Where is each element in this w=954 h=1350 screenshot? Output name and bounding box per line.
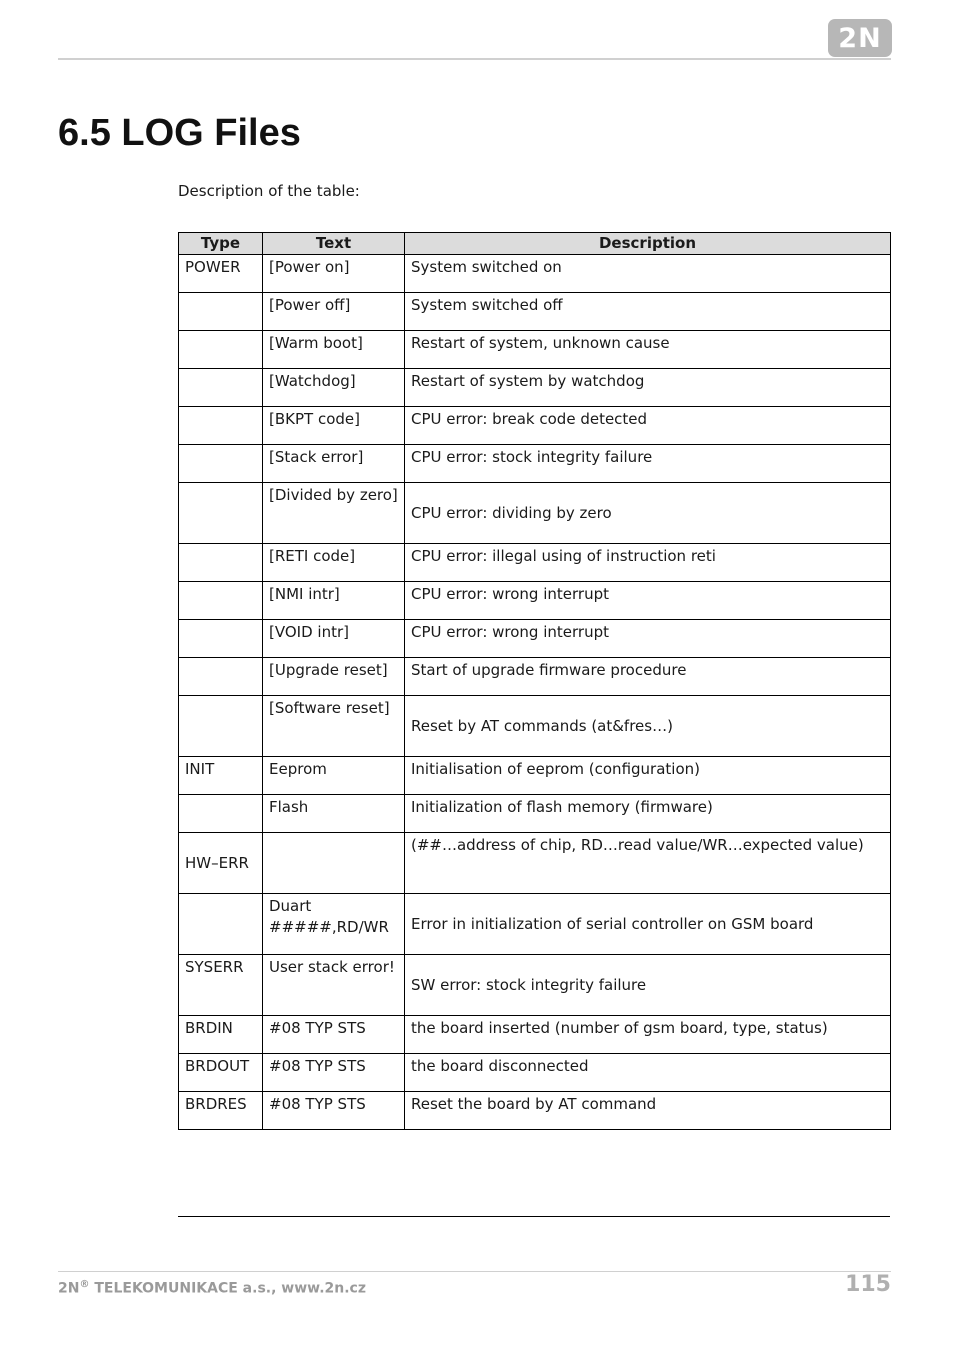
cell-description: Initialization of flash memory (firmware) [405,795,891,833]
cell-text: [Watchdog] [263,369,405,407]
header-rule [58,58,891,60]
cell-description: CPU error: dividing by zero [405,483,891,544]
cell-description: CPU error: wrong interrupt [405,582,891,620]
table-row [179,658,891,696]
cell-type [179,696,263,757]
table-row [179,255,891,293]
intro-text: Description of the table: [178,182,360,200]
cell-type [179,445,263,483]
column-header-text: Text [263,233,405,255]
cell-description: Restart of system, unknown cause [405,331,891,369]
table-row [179,544,891,582]
brand-logo [828,19,892,57]
cell-type [179,658,263,696]
table-row [179,1016,891,1054]
table-row [179,955,891,1016]
table-row [179,1054,891,1092]
cell-text: Eeprom [263,757,405,795]
logo-text: 2N [838,22,882,54]
table-row [179,331,891,369]
cell-type: POWER [179,255,263,293]
cell-type: BRDIN [179,1016,263,1054]
cell-description: CPU error: stock integrity failure [405,445,891,483]
cell-type [179,293,263,331]
table-row [179,757,891,795]
log-table [178,232,891,1130]
table-row [179,407,891,445]
cell-type [179,620,263,658]
table-row [179,445,891,483]
cell-text: [RETI code] [263,544,405,582]
cell-description: Reset the board by AT command [405,1092,891,1130]
cell-type [179,369,263,407]
column-header-type: Type [179,233,263,255]
cell-type: HW–ERR [179,833,263,894]
cell-type: SYSERR [179,955,263,1016]
table-row [179,582,891,620]
cell-description: Initialisation of eeprom (configuration) [405,757,891,795]
cell-text: User stack error! [263,955,405,1016]
cell-text: Duart #####,RD/WR [263,894,405,955]
cell-text: [Stack error] [263,445,405,483]
cell-description: CPU error: wrong interrupt [405,620,891,658]
cell-text: #08 TYP STS [263,1054,405,1092]
cell-description: Restart of system by watchdog [405,369,891,407]
cell-description: CPU error: break code detected [405,407,891,445]
cell-text: [Divided by zero] [263,483,405,544]
table-row [179,894,891,955]
table-row [179,483,891,544]
cell-type [179,331,263,369]
cell-description: Reset by AT commands (at&fres…) [405,696,891,757]
cell-text [263,833,405,894]
table-row [179,696,891,757]
table-row [179,795,891,833]
cell-text: [Upgrade reset] [263,658,405,696]
cell-type [179,544,263,582]
footer-company-rest: TELEKOMUNIKACE a.s., www.2n.cz [89,1280,366,1297]
cell-text: [Warm boot] [263,331,405,369]
table-end-rule [178,1216,890,1217]
table-row [179,369,891,407]
cell-type [179,795,263,833]
cell-description: System switched off [405,293,891,331]
footer-rule [58,1271,891,1272]
cell-description: CPU error: illegal using of instruction reti [405,544,891,582]
cell-text: #08 TYP STS [263,1016,405,1054]
registered-mark: ® [79,1279,90,1290]
footer-company [58,1279,366,1297]
table-row [179,620,891,658]
cell-type [179,483,263,544]
cell-type: INIT [179,757,263,795]
cell-text: [Power off] [263,293,405,331]
cell-description: Start of upgrade firmware procedure [405,658,891,696]
cell-type [179,582,263,620]
cell-type [179,894,263,955]
cell-text: [VOID intr] [263,620,405,658]
cell-type [179,407,263,445]
cell-text: [Power on] [263,255,405,293]
cell-text: Flash [263,795,405,833]
cell-description: the board inserted (number of gsm board, type, status) [405,1016,891,1054]
table-header-row [179,233,891,255]
column-header-description: Description [405,233,891,255]
cell-text: [NMI intr] [263,582,405,620]
table-row [179,833,891,894]
cell-text: #08 TYP STS [263,1092,405,1130]
footer-company-prefix: 2N [58,1280,80,1297]
cell-type: BRDRES [179,1092,263,1130]
table-row [179,293,891,331]
cell-text: [Software reset] [263,696,405,757]
page-number: 115 [845,1272,891,1297]
cell-type: BRDOUT [179,1054,263,1092]
cell-description: SW error: stock integrity failure [405,955,891,1016]
cell-description: (##…address of chip, RD…read value/WR…expected value) [405,833,891,894]
cell-description: the board disconnected [405,1054,891,1092]
cell-description: Error in initialization of serial controller on GSM board [405,894,891,955]
page-title: 6.5 LOG Files [58,112,301,154]
table-row [179,1092,891,1130]
cell-text: [BKPT code] [263,407,405,445]
cell-description: System switched on [405,255,891,293]
